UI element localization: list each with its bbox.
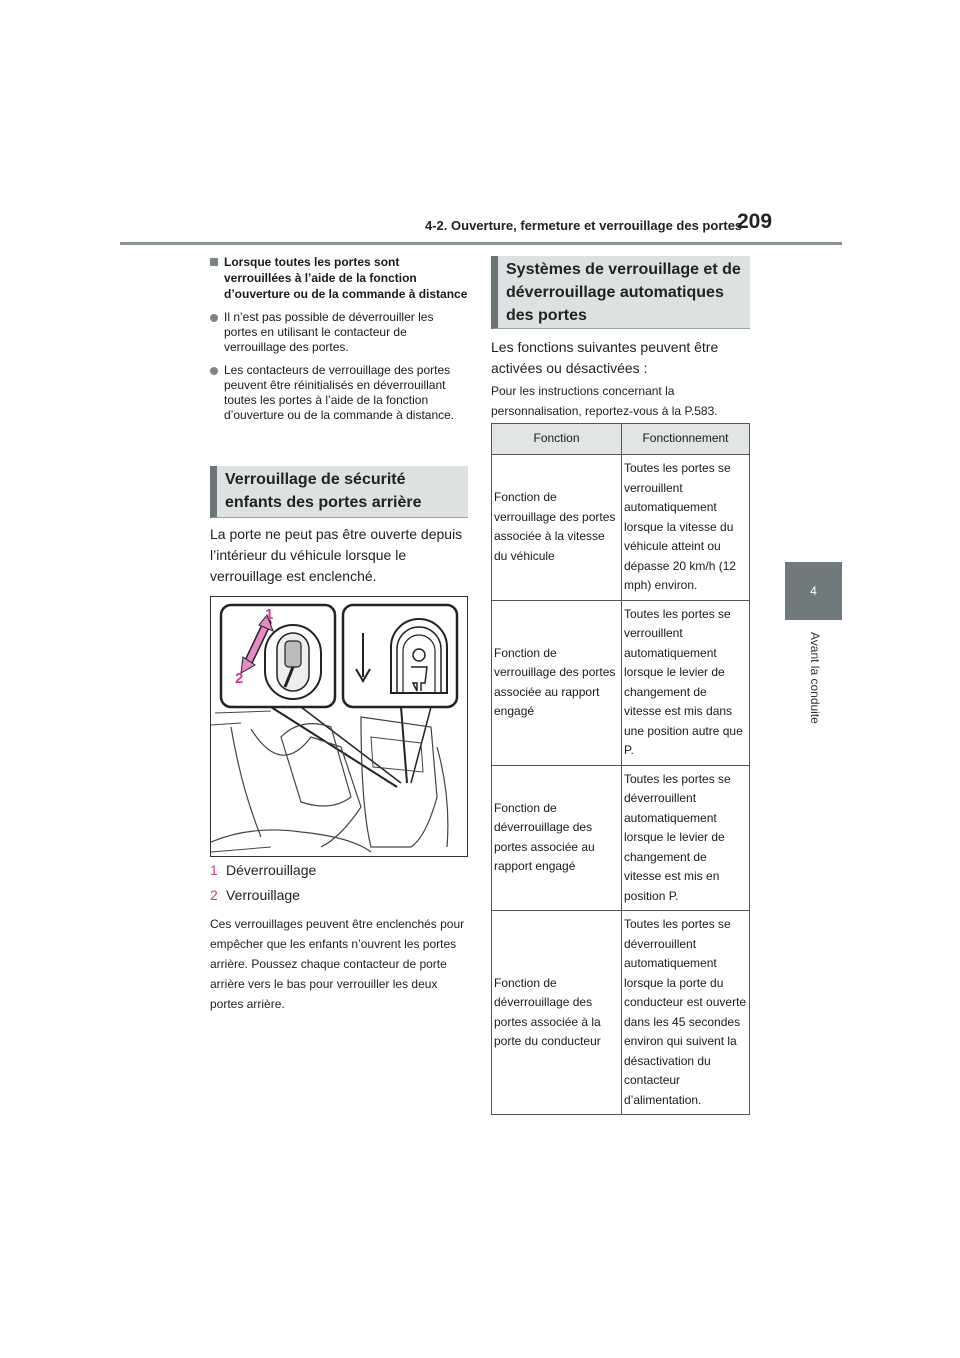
table-cell-operation: Toutes les portes se déverrouillent automatiquement lorsque la porte du conducteur est ouverte dans les 45 secondes environ qui suivent la désactivation du contacteur d’alimentation.: [622, 911, 750, 1115]
legend-item-unlock: [210, 862, 316, 878]
legend-item-lock: [210, 887, 300, 903]
figure-label-2: 2: [235, 670, 244, 687]
table-cell-function: Fonction de verrouillage des portes associée à la vitesse du véhicule: [492, 455, 622, 601]
table-cell-function: Fonction de déverrouillage des portes associée au rapport engagé: [492, 765, 622, 911]
table-row: [492, 765, 750, 911]
bullet-text: Il n’est pas possible de déverrouiller les portes en utilisant le contacteur de verrouillage des portes.: [224, 310, 434, 354]
customization-note: Pour les instructions concernant la personnalisation, reportez-vous à la P.583.: [491, 384, 718, 418]
section-title: 4-2. Ouverture, fermeture et verrouillage des portes: [425, 218, 743, 233]
table-row: [492, 600, 750, 765]
remote-lock-heading: [210, 254, 468, 302]
child-lock-heading: Verrouillage de sécurité enfants des portes arrière: [210, 466, 468, 518]
circle-bullet-icon: [210, 314, 218, 322]
bullet-text: Les contacteurs de verrouillage des portes peuvent être réinitialisés en déverrouillant toutes les portes à l’aide de la fonction d’ouverture ou de la commande à distance.: [224, 363, 455, 422]
table-row: [492, 911, 750, 1115]
legend-text: Déverrouillage: [226, 862, 317, 878]
child-lock-note: Ces verrouillages peuvent être enclenchés pour empêcher que les enfants n’ouvrent les portes arrière. Poussez chaque contacteur de porte arrière vers le bas pour verrouiller les deux portes arrière.: [210, 917, 465, 1011]
legend-number: 1: [210, 862, 218, 878]
header-rule: [120, 242, 842, 245]
table-cell-operation: Toutes les portes se déverrouillent automatiquement lorsque le levier de changement de vitesse est mis en position P.: [622, 765, 750, 911]
remote-lock-notes: [210, 254, 468, 423]
chapter-label: Avant la conduite: [808, 632, 822, 724]
figure-label-1: 1: [265, 606, 274, 623]
page-number: 209: [737, 210, 773, 233]
child-lock-figure: [210, 596, 468, 857]
bullet-item: [210, 363, 468, 423]
legend-text: Verrouillage: [226, 887, 300, 903]
table-header-operation: Fonctionnement: [622, 424, 750, 455]
table-header-function: Fonction: [492, 424, 622, 455]
table-row: [492, 455, 750, 601]
auto-lock-intro: Les fonctions suivantes peuvent être activées ou désactivées :: [491, 339, 719, 376]
circle-bullet-icon: [210, 367, 218, 375]
table-cell-operation: Toutes les portes se verrouillent automatiquement lorsque la vitesse du véhicule atteint ou dépasse 20 km/h (12 mph) environ.: [622, 455, 750, 601]
chapter-number: 4: [810, 584, 817, 598]
child-lock-intro: La porte ne peut pas être ouverte depuis l’intérieur du véhicule lorsque le verrouillage est enclenché.: [210, 526, 463, 584]
child-lock-illustration: [211, 597, 467, 856]
table-cell-operation: Toutes les portes se verrouillent automatiquement lorsque le levier de changement de vitesse est mis dans une position autre que P.: [622, 600, 750, 765]
table-cell-function: Fonction de déverrouillage des portes associée à la porte du conducteur: [492, 911, 622, 1115]
table-header-row: [492, 424, 750, 455]
auto-lock-table: [491, 423, 750, 1115]
auto-lock-heading: Systèmes de verrouillage et de déverrouillage automatiques des portes: [491, 256, 750, 329]
table-cell-function: Fonction de verrouillage des portes associée au rapport engagé: [492, 600, 622, 765]
remote-lock-heading-text: Lorsque toutes les portes sont verrouillées à l’aide de la fonction d’ouverture ou de la commande à distance: [224, 255, 468, 301]
chapter-tab[interactable]: [785, 562, 842, 620]
square-bullet-icon: [210, 258, 218, 266]
bullet-item: [210, 310, 468, 355]
legend-number: 2: [210, 887, 218, 903]
